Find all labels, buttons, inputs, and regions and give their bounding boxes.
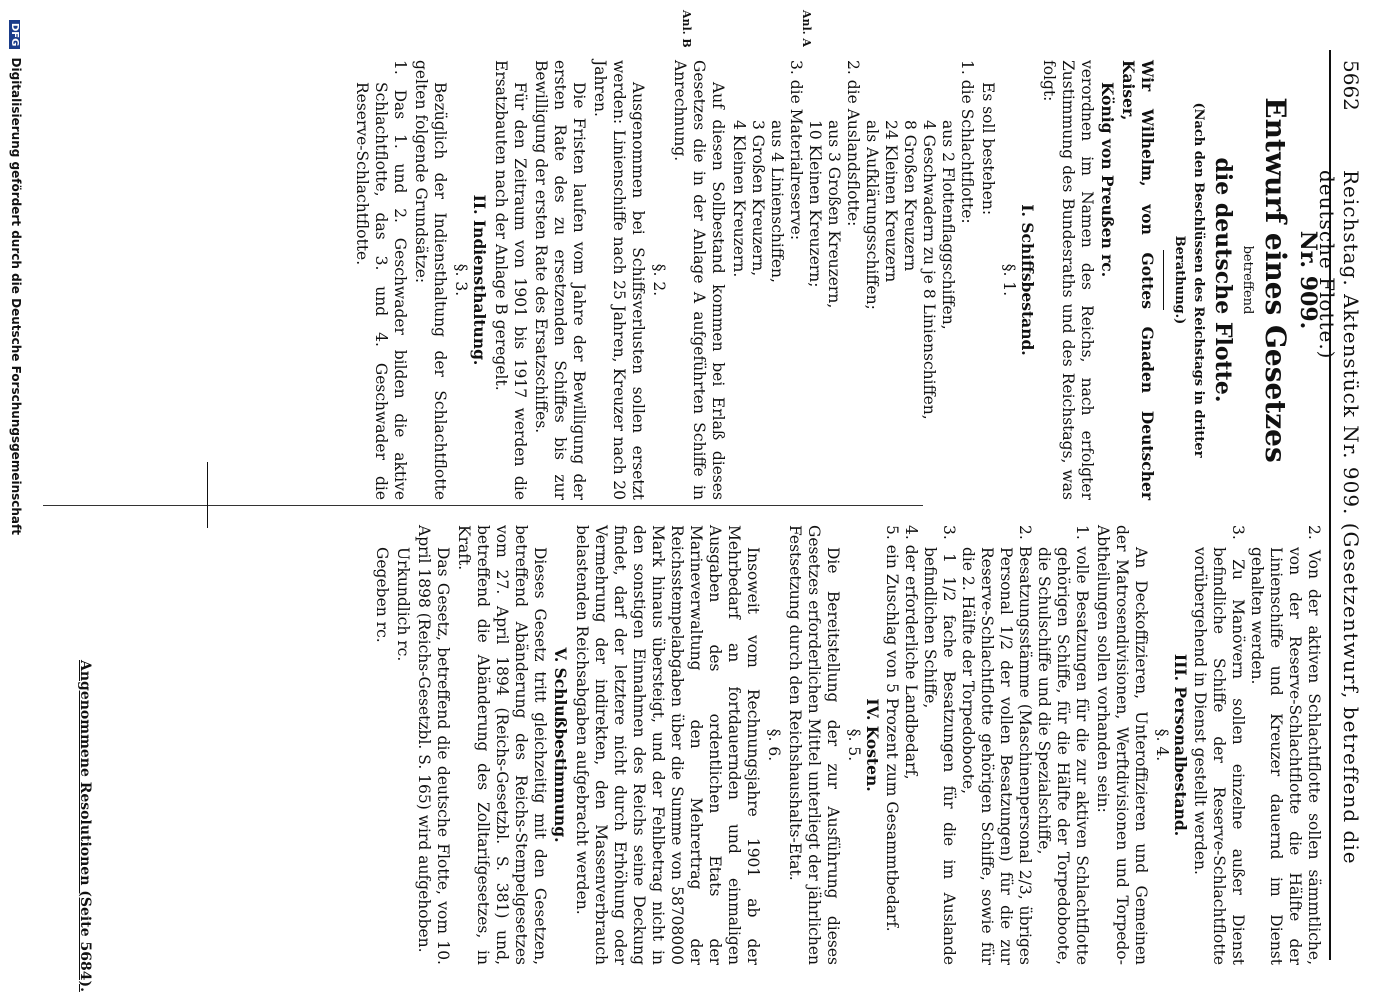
header-rule [1329, 50, 1331, 960]
paragraph-4-item: 1. volle Besatzungen für die zur aktiven Schlachtflotte gehörigen Schiffe, für die Hälfte der Torpedoboote, die Schulschiffe und die Spezialschiffe, [1035, 525, 1091, 965]
paragraph-3-item-1: 1. Das 1. und 2. Geschwader bilden die aktive Schlachtflotte, das 3. und 4. Geschwader die Reserve-Schlachtflotte. [353, 60, 409, 500]
document-subject: die deutsche Flotte. [1210, 157, 1236, 403]
preamble-king: König von Preußen rc. [1098, 82, 1117, 278]
paragraph-3-label: §. 3. [452, 263, 470, 297]
betreffend-label: betreffend [1240, 245, 1255, 315]
paragraph-4-item: 4. der erforderliche Landbedarf, [902, 525, 920, 780]
paragraph-3-item-2: 2. Von der aktiven Schlachtflotte sollen sämmtliche, von der Reserve-Schlachtflotte die Hälfte der Linienschiffe und Kreuzer dauernd im Dienst gehalten werden. [1248, 525, 1323, 965]
paragraph-2-text: Ausgenommen bei Schiffsverlusten sollen ersetzt werden: Linienschiffe nach 25 Jahren, Kreuzer nach 20 Jahren. [591, 60, 647, 500]
paragraph-4-item: 5. ein Zuschlag von 5 Prozent zum Gesammtbedarf. [883, 525, 901, 932]
paragraph-1-intro: Es soll bestehen: [979, 82, 997, 216]
paragraph-2-text-2: Die Fristen laufen vom Jahre der Bewilligung der ersten Rate des zu ersetzenden Schiffes bis zur Bewilligung der ersten Rate des Ersatzschiffes. [532, 60, 588, 500]
page-header [1315, 60, 1363, 970]
dfg-logo-icon: DFG [9, 20, 20, 49]
list-subitem: aus 3 Großen Kreuzern, [825, 120, 843, 309]
list-subitem: 8 Großen Kreuzern [901, 120, 919, 272]
margin-note-annex-b: Anl. B [680, 10, 693, 48]
stock-paragraph: Auf diesen Sollbestand kommen bei Erlaß dieses Gesetzes die in der Anlage A aufgeführten Schiffe in Anrechnung. [671, 60, 727, 500]
list-item-reserve: 3. die Materialreserve: [787, 60, 805, 241]
section-4-title: IV. Kosten. [863, 698, 882, 792]
paragraph-4-text: An Deckoffizieren, Unteroffizieren und Gemeinen der Matrosendivisionen, Werftdivisionen und Torpedo-Abtheilungen sollen vorhanden sein: [1094, 525, 1150, 965]
reading-note: (Nach den Beschlüssen des Reichstags in dritter Berathung.) [1172, 102, 1206, 458]
paragraph-1-label: §. 1. [1000, 263, 1018, 297]
paragraph-6-label: §. 6. [765, 728, 783, 762]
digitization-footer [9, 20, 23, 535]
paragraph-6-text: Insoweit vom Rechnungsjahre 1901 ab der Mehrbedarf an fortdauernden und einmaligen Ausgaben des ordentlichen Etats der Marineverwaltung den Mehrertrag der Reichsstempelabgaben über die Summe von 58708000 Mark hinaus übersteigt, und der Fehlbetrag nicht in den sonstigen Einnahmen des Reichs seine Deckung findet, darf der letztere nicht durch Erhöhung oder Vermehrung der indirekten, den Massenverbrauch belastenden Reichsabgaben aufgebracht werden. [573, 525, 762, 965]
list-subitem: 24 Kleinen Kreuzern [882, 120, 900, 283]
section-1-title: I. Schiffsbestand. [1018, 204, 1037, 356]
section-5-title: V. Schlußbestimmung. [551, 647, 570, 843]
title-rule [1163, 250, 1164, 310]
paragraph-4-item: 2. Besatzungsstämme (Maschinenpersonal 2/3, übriges Personal 1/2 der vollen Besatzungen) für die zur Reserve-Schlachtflotte gehörigen Schiffe, sowie für die 2. Hälfte der Torpedoboote, [959, 525, 1034, 965]
document-title: Entwurf eines Gesetzes [1259, 97, 1292, 463]
paragraph-5-label: §. 5. [845, 728, 863, 762]
list-subitem: aus 4 Linienschiffen, [768, 120, 786, 283]
paragraph-3-item-3: 3. Zu Manövern sollen einzelne außer Dienst befindliche Schiffe der Reserve-Schlachtflotte vorübergehend in Dienst gestellt werden. [1191, 525, 1247, 965]
running-title: Reichstag. Aktenstück Nr. 909. (Gesetzentwurf, betreffend die deutsche Flotte.) [1315, 170, 1363, 865]
paragraph-4-label: §. 4. [1153, 728, 1171, 762]
paragraph-5-text: Die Bereitstellung der zur Ausführung dieses Gesetzes erforderlichen Mittel unterliegt der jährlichen Festsetzung durch den Reichshaushalts-Etat. [786, 525, 842, 965]
preamble-name: Wir Wilhelm, von Gottes Gnaden Deutscher Kaiser, [1119, 60, 1157, 500]
paragraph-4-item: 3. 1 1/2 fache Besatzungen für die im Auslande befindlichen Schiffe, [921, 525, 958, 965]
page-number: 5662 [1339, 60, 1363, 111]
final-provision-text: Dieses Gesetz tritt gleichzeitig mit den Gesetzen, betreffend Abänderung des Reichs-Stempelgesetzes vom 27. April 1894 (Reichs-Gesetzbl. S. 381) und, betreffend die Abänderung des Zolltarifgesetzes, in Kraft. [455, 525, 549, 965]
list-subitem: 4 Geschwadern zu je 8 Linienschiffen, [920, 120, 938, 420]
resolutions-link[interactable]: Angenommene Resolutionen (Seite 5684). [77, 660, 93, 992]
section-2-title: II. Indiensthaltung. [470, 194, 489, 366]
section-3-title: III. Personalbestand. [1171, 653, 1190, 837]
document-number: Nr. 909. [1295, 230, 1321, 330]
paragraph-2-label: §. 2. [650, 263, 668, 297]
column-divider [43, 505, 923, 506]
footer-text: Digitalisierung gefördert durch die Deutsche Forschungsgemeinschaft [9, 57, 23, 535]
paragraph-3-text: Bezüglich der Indiensthaltung der Schlachtflotte gelten folgende Grundsätze: [412, 60, 449, 500]
closing-formula: Urkundlich rc. [394, 547, 412, 662]
final-provision-text-2: Das Gesetz, betreffend die deutsche Flotte, vom 10. April 1898 (Reichs-Gesetzbl. S. 165) wird aufgehoben. [415, 525, 452, 965]
paragraph-2-text-3: Für den Zeitraum von 1901 bis 1917 werden die Ersatzbauten nach der Anlage B geregelt. [492, 60, 529, 500]
preamble-text: verordnen im Namen des Reichs, nach erfolgter Zustimmung des Bundesraths und des Reichstags, was folgt: [1040, 60, 1096, 500]
list-item-battle-fleet: 1. die Schlachtflotte: [958, 60, 976, 224]
list-item-foreign-fleet: 2. die Auslandsflotte: [844, 60, 862, 227]
list-subitem: als Aufklärungsschiffen; [863, 120, 881, 310]
list-subitem: 3 Großen Kreuzern, [749, 120, 767, 277]
separator-line [207, 462, 208, 528]
list-subitem: aus 2 Flottenflaggschiffen, [939, 120, 957, 330]
closing-formula: Gegeben rc. [373, 547, 391, 643]
list-subitem: 4 Kleinen Kreuzern. [730, 120, 748, 278]
left-column [352, 60, 1323, 500]
margin-note-annex-a: Anl. A [800, 10, 813, 47]
list-subitem: 10 Kleinen Kreuzern; [806, 120, 824, 288]
right-column [370, 525, 1323, 965]
